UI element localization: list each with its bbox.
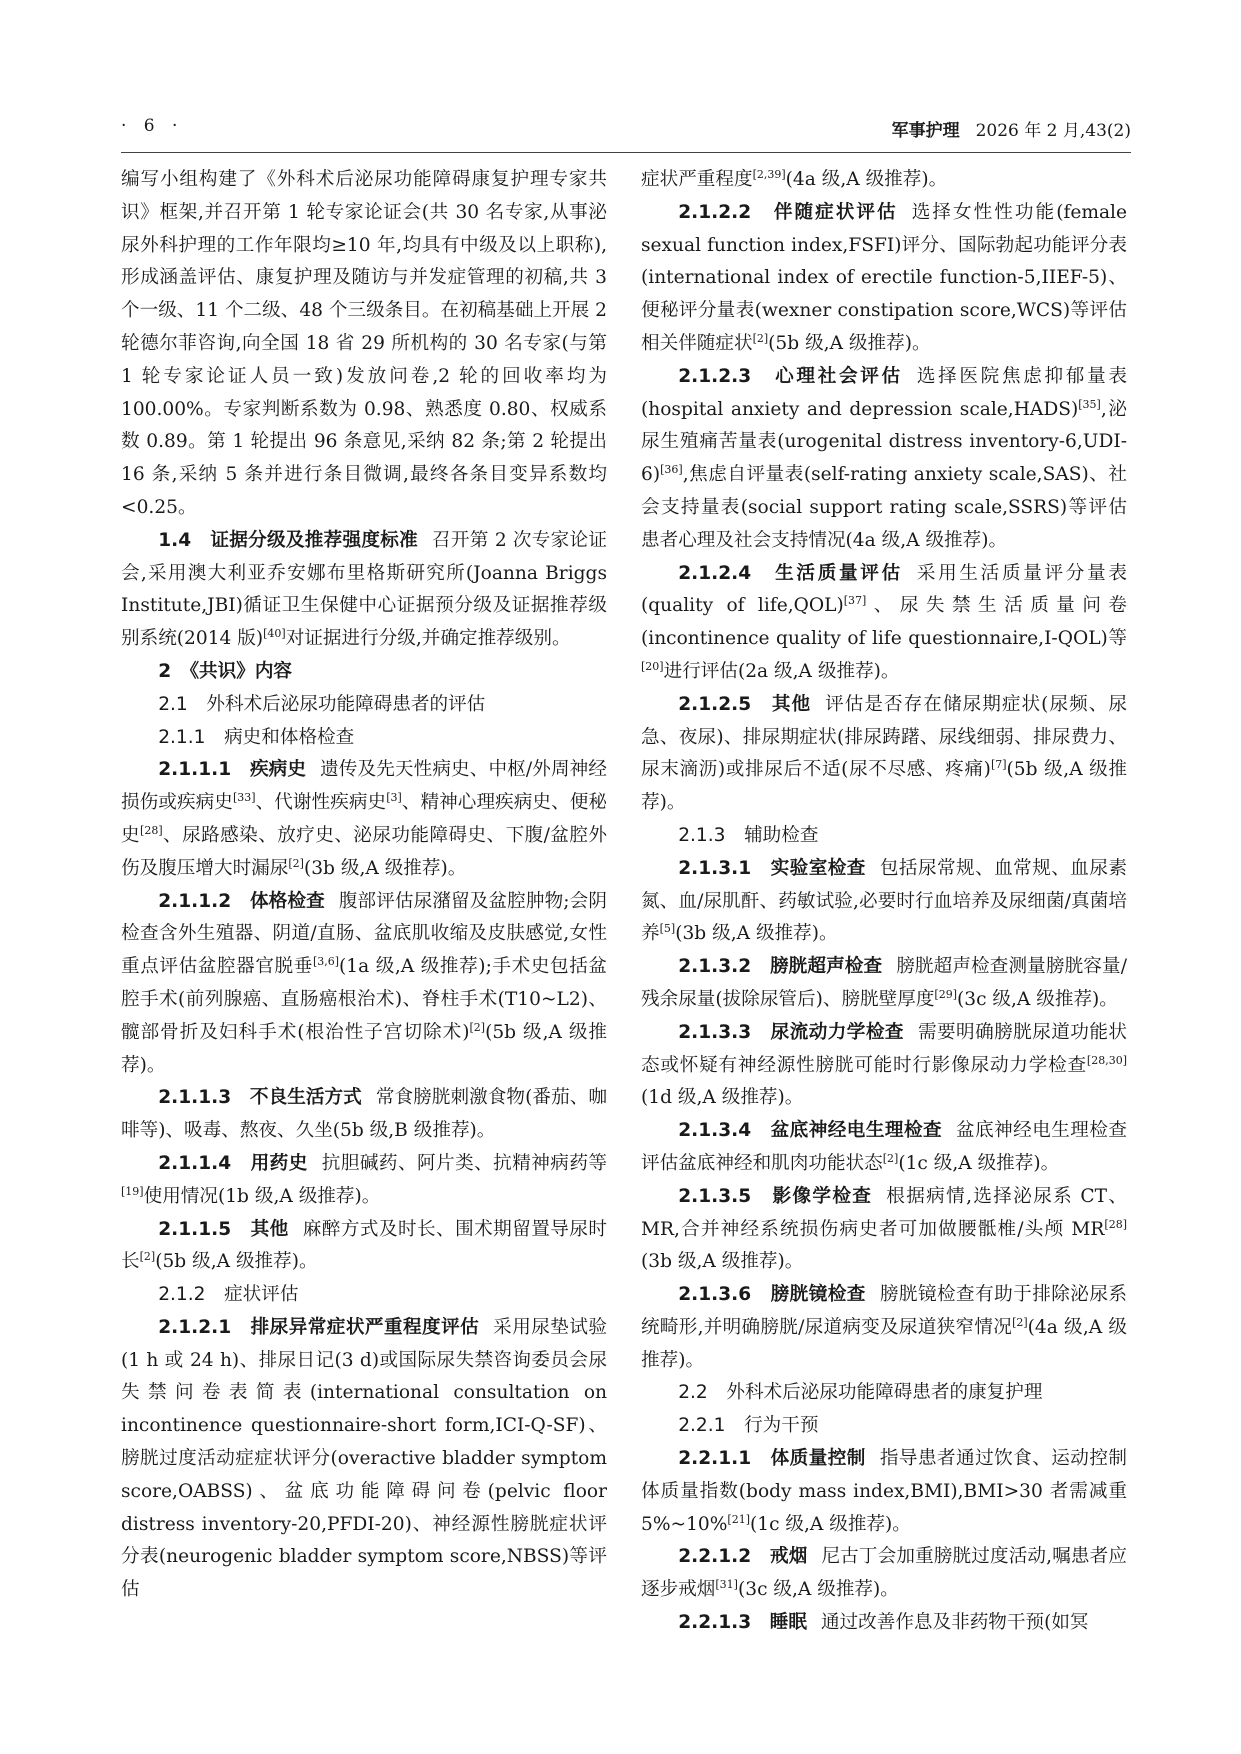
paragraph-continued: 症状严重程度[2,39](4a 级,A 级推荐)。 [641, 167, 948, 190]
citation: [28,30] [1086, 1053, 1127, 1067]
header-rule [121, 152, 1131, 153]
item-2-1-1-1: 2.1.1.1 疾病史 遗传及先天性病史、中枢/外周神经损伤或疾病史[33]、代谢性疾病史[3]、精神心理疾病史、便秘史[28]、尿路感染、放疗史、泌尿功能障碍史、下腹/盆腔外伤及腹压增大时漏尿[2](3b 级,A 级推荐)。 [121, 759, 607, 879]
citation: [37] [843, 594, 867, 608]
citation: [2] [288, 856, 304, 870]
heading-2-2: 2.2 外科术后泌尿功能障碍患者的康复护理 [678, 1382, 1043, 1404]
item-2-1-3-4: 2.1.3.4 盆底神经电生理检查 盆底神经电生理检查评估盆底神经和肌肉功能状态[2](1c 级,A 级推荐)。 [641, 1120, 1127, 1174]
citation: [2] [139, 1250, 156, 1264]
item-2-2-1-1: 2.2.1.1 体质量控制 指导患者通过饮食、运动控制体质量指数(body mass index,BMI),BMI>30 者需减重 5%~10%[21](1c 级,A 级推荐)。 [641, 1448, 1127, 1535]
citation: [33] [232, 790, 256, 804]
heading-2-1-2: 2.1.2 症状评估 [158, 1284, 299, 1306]
citation: [2] [1012, 1315, 1028, 1329]
citation: [2] [469, 1020, 486, 1034]
citation: [28] [140, 823, 163, 837]
item-2-1-2-4: 2.1.2.4 生活质量评估 采用生活质量评分量表(quality of life,QOL)[37]、尿失禁生活质量问卷(incontinence quality of life questionnaire,I-QOL)等[20]进行评估(2a 级,A 级推荐)。 [641, 562, 1127, 682]
citation: [3,6] [312, 954, 340, 968]
citation: [28] [1104, 1217, 1127, 1231]
citation: [31] [715, 1578, 738, 1592]
heading-2-1-3: 2.1.3 辅助检查 [678, 824, 819, 846]
left-column [121, 164, 607, 1607]
heading-2-1: 2.1 外科术后泌尿功能障碍患者的评估 [158, 693, 486, 715]
citation: [21] [727, 1512, 750, 1526]
item-2-1-2-2: 2.1.2.2 伴随症状评估 选择女性性功能(female sexual function index,FSFI)评分、国际勃起功能评分表(international index of erectile function-5,IIEF-5)、便秘评分量表(wexner constipation score,WCS)等评估相关伴随症状[2](5b 级,A 级推荐)。 [641, 201, 1127, 354]
heading-2: 2 《共识》内容 [158, 660, 293, 682]
citation: [40] [263, 626, 286, 640]
issue-info: 2026 年 2 月,43(2) [975, 121, 1131, 141]
citation: [2] [752, 331, 769, 345]
item-2-1-1-4: 2.1.1.4 用药史 抗胆碱药、阿片类、抗精神病药等[19]使用情况(1b 级,A 级推荐)。 [121, 1152, 607, 1207]
citation: [3] [386, 790, 402, 804]
citation: [2] [882, 1151, 899, 1165]
item-2-1-1-3: 2.1.1.3 不良生活方式 常食膀胱刺激食物(番茄、咖啡等)、吸毒、熬夜、久坐(5b 级,B 级推荐)。 [121, 1087, 607, 1142]
citation: [5] [659, 922, 676, 936]
item-2-2-1-3: 2.2.1.3 睡眠 通过改善作息及非药物干预(如冥 [678, 1612, 1089, 1634]
citation: [19] [121, 1184, 144, 1198]
item-2-1-3-5: 2.1.3.5 影像学检查 根据病情,选择泌尿系 CT、MR,合并神经系统损伤病史者可加做腰骶椎/头颅 MR[28](3b 级,A 级推荐)。 [641, 1185, 1127, 1273]
right-column [641, 164, 1127, 1640]
item-2-1-2-3: 2.1.2.3 心理社会评估 选择医院焦虑抑郁量表(hospital anxiety and depression scale,HADS)[35],泌尿生殖痛苦量表(urogenital distress inventory-6,UDI-6)[36],焦虑自评量表(self-rating anxiety scale,SAS)、社会支持量表(social support rating scale,SSRS)等评估患者心理及社会支持情况(4a 级,A 级推荐)。 [641, 365, 1127, 551]
section-1-4: 1.4 证据分级及推荐强度标准 召开第 2 次专家论证会,采用澳大利亚乔安娜布里格斯研究所(Joanna Briggs Institute,JBI)循证卫生保健中心证据预分级及证据推荐级别系统(2014 版)[40]对证据进行分级,并确定推荐级别。 [121, 529, 607, 650]
item-2-1-3-1: 2.1.3.1 实验室检查 包括尿常规、血常规、血尿素氮、血/尿肌酐、药敏试验,必要时行血培养及尿细菌/真菌培养[5](3b 级,A 级推荐)。 [641, 857, 1127, 945]
item-2-1-3-2: 2.1.3.2 膀胱超声检查 膀胱超声检查测量膀胱容量/残余尿量(拔除尿管后)、膀胱壁厚度[29](3c 级,A 级推荐)。 [641, 956, 1127, 1010]
item-2-2-1-2: 2.2.1.2 戒烟 尼古丁会加重膀胱过度活动,嘱患者应逐步戒烟[31](3c 级,A 级推荐)。 [641, 1546, 1127, 1601]
citation: [36] [660, 462, 683, 476]
citation: [20] [641, 659, 664, 673]
journal-info [892, 116, 1131, 141]
paragraph-method: 编写小组构建了《外科术后泌尿功能障碍康复护理专家共识》框架,并召开第 1 轮专家论证会(共 30 名专家,从事泌尿外科护理的工作年限均≥10 年,均具有中级及以上职称),形成涵盖评估、康复护理及随访与并发症管理的初稿,共 3 个一级、11 个二级、48 个三级条目。在初稿基础上开展 2 轮德尔菲咨询,向全国 18 省 29 所机构的 30 名专家(与第 1 轮专家论证人员一致)发放问卷,2 轮的回收率均为 100.00%。专家判断系数为 0.98、熟悉度 0.80、权威系数 0.89。第 1 轮提出 96 条意见,采纳 82 条;第 2 轮提出 16 条,采纳 5 条并进行条目微调,最终各条目变异系数均<0.25。 [121, 169, 607, 518]
citation: [2,39] [752, 167, 786, 181]
item-2-1-3-3: 2.1.3.3 尿流动力学检查 需要明确膀胱尿道功能状态或怀疑有神经源性膀胱可能时行影像尿动力学检查[28,30](1d 级,A 级推荐)。 [641, 1021, 1127, 1109]
page-number: · 6 · [121, 116, 184, 136]
item-2-1-3-6: 2.1.3.6 膀胱镜检查 膀胱镜检查有助于排除泌尿系统畸形,并明确膀胱/尿道病变及尿道狭窄情况[2](4a 级,A 级推荐)。 [641, 1284, 1127, 1371]
citation: [7] [990, 758, 1007, 772]
citation: [29] [934, 987, 958, 1001]
heading-2-1-1: 2.1.1 病史和体格检查 [158, 726, 355, 748]
item-2-1-2-1: 2.1.2.1 排尿异常症状严重程度评估 采用尿垫试验(1 h 或 24 h)、排尿日记(3 d)或国际尿失禁咨询委员会尿失禁问卷表简表(international consultation on incontinence questionnaire-short form,ICI-Q-SF)、膀胱过度活动症症状评分(overactive bladder symptom score,OABSS)、盆底功能障碍问卷(pelvic floor distress inventory-20,PFDI-20)、神经源性膀胱症状评分表(neurogenic bladder symptom score,NBSS)等评估 [121, 1316, 607, 1601]
item-2-1-1-2: 2.1.1.2 体格检查 腹部评估尿潴留及盆腔肿物;会阴检查含外生殖器、阴道/直肠、盆底肌收缩及皮肤感觉,女性重点评估盆腔器官脱垂[3,6](1a 级,A 级推荐);手术史包括盆腔手术(前列腺癌、直肠癌根治术)、脊柱手术(T10~L2)、髋部骨折及妇科手术(根治性子宫切除术)[2](5b 级,A 级推荐)。 [121, 890, 607, 1076]
citation: [35] [1078, 397, 1101, 411]
page-header [121, 116, 1131, 156]
item-2-1-2-5: 2.1.2.5 其他 评估是否存在储尿期症状(尿频、尿急、夜尿)、排尿期症状(排尿踌躇、尿线细弱、排尿费力、尿末滴沥)或排尿后不适(尿不尽感、疼痛)[7](5b 级,A 级推荐)。 [641, 693, 1127, 814]
heading-2-2-1: 2.2.1 行为干预 [678, 1415, 819, 1437]
section-number: 1.4 证据分级及推荐强度标准 [158, 529, 418, 551]
journal-name: 军事护理 [891, 121, 960, 141]
item-2-1-1-5: 2.1.1.5 其他 麻醉方式及时长、围术期留置导尿时长[2](5b 级,A 级推荐)。 [121, 1218, 607, 1273]
